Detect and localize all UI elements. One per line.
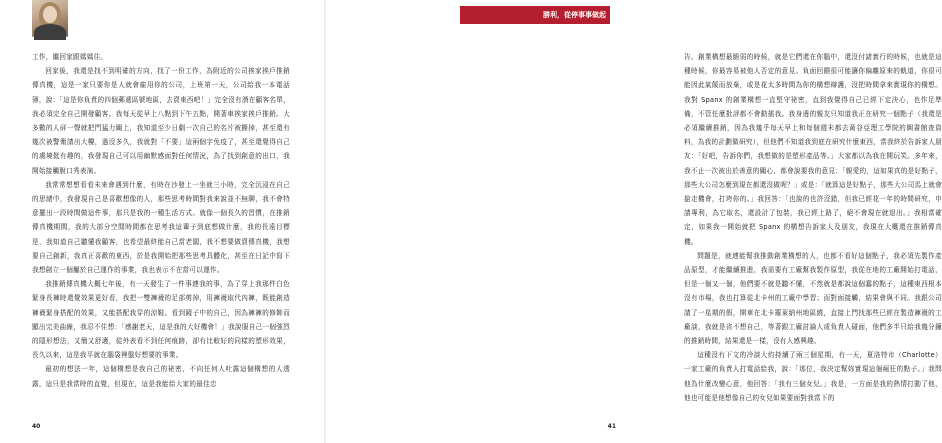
left-page xyxy=(0,0,324,443)
left-paragraph-5: 最初的想法一年，這個構想是我自己的祕密，不向任何人吐露這個構想的人透露，這只是我當時的直覺，但現在，這是我能給大家的最佳忠 xyxy=(32,365,290,388)
left-paragraph-1: 工作，繼回家跟媽媽住。 xyxy=(32,53,108,61)
right-body-text xyxy=(684,50,942,405)
author-photo xyxy=(32,0,68,37)
left-paragraph-2: 回家後，我還是找不到明確的方向，找了一份工作，為附近的公司挨家挨戶推銷傳真機，這是一家只要你是人就會雇用你的公司，上班第一天，公司給我一本電話簿，說：「這是你負責的四個郵遞區號地區，去賣東西吧！」完全沒有潛在顧客名單，我必須完全自己開發顧客。我每天從早上八點到下午五點，開著車挨家挨戶推銷。大多數的人砰一聲就把門猛力關上，我知道至少日劇一次自己的名片被撕掉，甚至還有幾次被警衛請出大樓，過沒多久，我就對「不要」這兩個字免疫了，甚至還覺得自己的處境挺有趣的，我發現自己可以用幽默感面對任何情況，為了找到創意的出口，我開始接觸脫口秀表演。 xyxy=(32,67,290,175)
page-number-right: 41 xyxy=(607,423,616,430)
right-paragraph-2: 問題是，就連能幫我推動創業構想的人，也都不看好這個點子，我必須先製作產品原型，才能繼續推進，我需要有工廠幫我製作原型，我從在地的工廠開始打電話，但是一個又一個，他們要不就是聽不懂，不然就是都說這個蠢的點子，這種東西根本沒有市場，我也打算從北卡州的工廠中學習；而對面接觸，結果會與不同。我跟公司請了一星期的假，開車在北卡羅萊納州地區繞，直接上門找那些已經在製造褲襪的工廠談，我就是省不想自己，等著跟工廠討論人或負責人碰面，他們多半只給我幾分鐘的推銷時間，結果還是一樣，沒有人感興趣。 xyxy=(684,251,942,346)
right-paragraph-3: 這種沒有下文的冷談大約持續了兩三個星期，有一天，夏洛特市（Charlotte）一家工廠的負責人打電話給我，說：「那位，我決定幫妳實現這個瘋狂的點子。」我問他為什麼改變心意，他回答：「我有三個女兒。」我是，一方面是我的熱情打動了他，他也可能是他想像自己的女兒如果要面對我當下的 xyxy=(684,351,942,402)
left-paragraph-3: 我常常想想看看未來會遇到什麼，有時在沙發上一坐就三小時，完全沉浸在自己的思緒中，我發現自己是喜歡想像的人，那些思考時間對我來說並不無聊，我不會特意擺出一段時間做這件事，那只是我的一種生活方式。就像一個長久的習慣，在推銷傳真機期間，我的大部分空閒時間都在思考我這輩子到底想做什麼，我的長遠目標是，我知道自己聽懂我顧客，也希望最終能自己當老闆，我不想要做賣傳真機，我想要自己創新，我真正喜歡的東西，於是我開始把那些思考具體化，甚至在日記中寫下我想創立一個屬於自己運作的事業，我也表示不在當可以運作。 xyxy=(32,180,290,275)
author-face xyxy=(43,6,57,23)
running-header-title: 勝利，從停事事做起 xyxy=(543,11,606,19)
page-number-left: 40 xyxy=(32,423,41,430)
left-body-text xyxy=(32,50,290,391)
right-page xyxy=(326,0,942,443)
author-shoulders xyxy=(34,24,66,40)
right-paragraph-1: 告。創業構想最脆弱的時候，就是它們還在你腦中，還沒付諸實行的時候，也就是這種時候，你最容易被他人否定的意見。負面回饋很可能讓你偏離原來的軌道，你很可能因此氣餒而放棄，或是花太多時間為你的構想辯護，沒把時間拿來實現你的構想。我對 Spanx 的創業構想一直堅守祕密，直到我覺得自己已經下定決心，也作足準備，不管任麼批評都不會動搖我。我身邊的親友只知道我正在研究一個點子（我還是必須繼續推銷，因為我幾乎每天早上和每個週末都去黃谷亞理工學院的圖書館查資料，為我的計劃做研究），但他們不知道我到底在研究什麼東西，當我終於告訴家人朋友：「好吧，告訴你們，我想做的是塑形產品等。」大家都以為我在開玩笑。多年來，我不止一次被出於善意的關心，都會說要我的意見：「親愛的，這如果真的是好點子，那些大公司怎麼到現在都還沒做呢？」或是：「就算這是好點子，那些大公司馬上就會搶走機會，打垮你的。」我回答：「也說的也許沒錯，但我已經花一年的時間研究，申請專利，為它取名，還設計了包裝，我已經上路了，絕不會現在就退出。」我相當確定，如果我一開始就把 Spanx 的構想告訴家人及朋友，我現在大概還在推銷傳真機。 xyxy=(684,53,942,246)
left-paragraph-4: 我推銷傳真機大概七年後，有一天發生了一件事連我的事，為了穿上我那件白色緊身長褲時還覺效果更好看，我把一雙褲襪的足部剪掉，用褲襪取代內褲，既能創造褲襪緊身搭配的效果，又能搭配我穿的涼鞋。看到鏡子中的自己，因為褲褲的修飾而顯出完美曲線，我忍不住想：「感謝老天，這是我的大好機會！」我說服自己一個強烈的隱形想法，又簡又舒適，從外表看不到任何痕跡，卻有比較好的同樣的塑形效果，長久以來，這是我平就在腦袋裡盤好想要的事業。 xyxy=(32,280,290,360)
